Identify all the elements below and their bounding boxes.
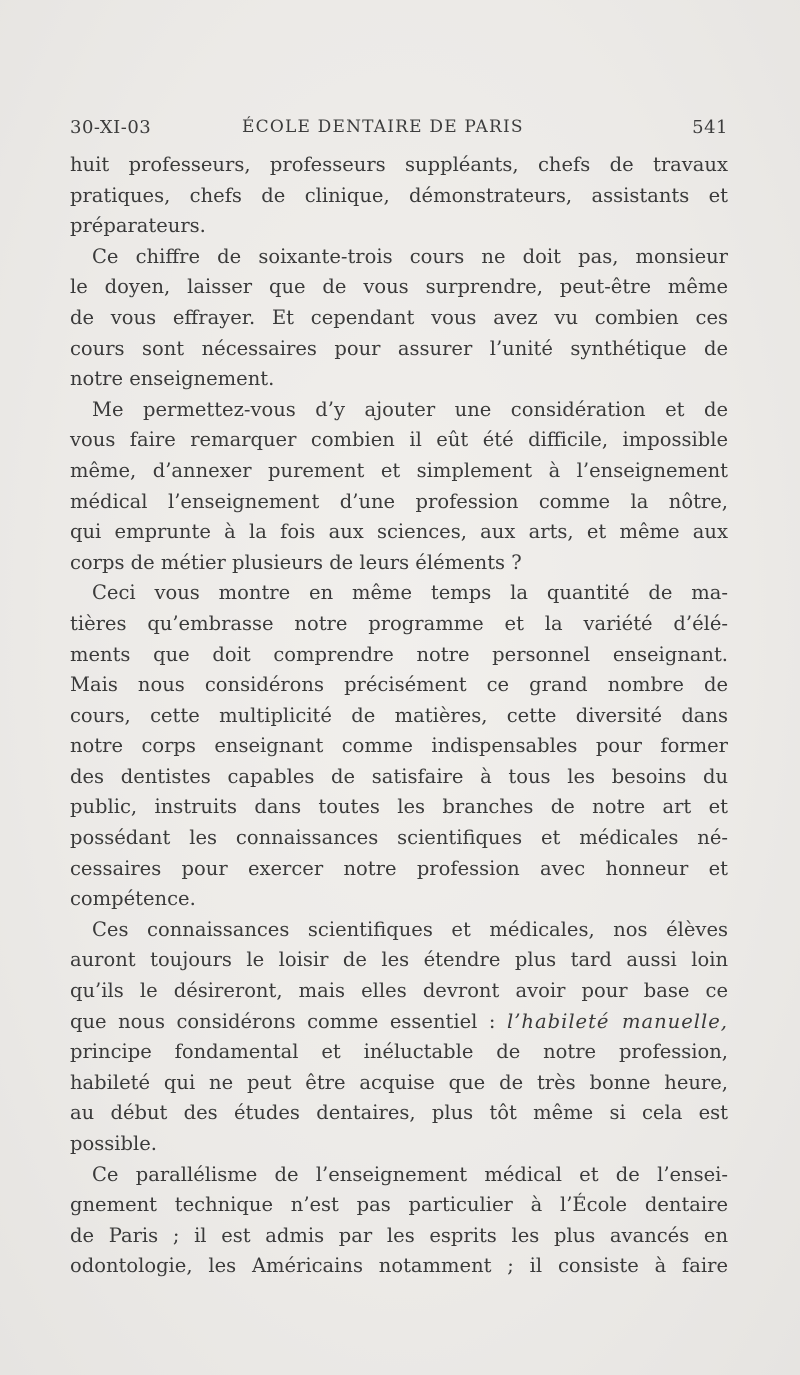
text-line: possible. (70, 1132, 157, 1155)
paragraph-1 (70, 150, 728, 242)
text-line: le doyen, laisser que de vous surprendre, peut-être même (70, 275, 728, 299)
text-line: cours sont nécessaires pour assurer l’unité synthétique de (70, 336, 728, 360)
text-line: préparateurs. (70, 214, 206, 238)
paragraph-6 (70, 1160, 728, 1282)
paragraph-2 (70, 242, 728, 395)
text-line: possédant les connaissances scientifiques et médicales né- (70, 826, 728, 850)
text-line: habileté qui ne peut être acquise que de très bonne heure, (70, 1070, 728, 1094)
text-line: Ce parallélisme de l’enseignement médical et de l’ensei- (92, 1162, 728, 1186)
text-line: de Paris ; il est admis par les esprits les plus avancés en (70, 1223, 728, 1247)
text-line: pratiques, chefs de clinique, démonstrateurs, assistants et (70, 183, 728, 207)
paragraph-5 (70, 915, 728, 1160)
text-line: qui emprunte à la fois aux sciences, aux arts, et même aux (70, 520, 728, 544)
text-line: même, d’annexer purement et simplement à l’enseignement (70, 458, 728, 482)
text-line: auront toujours le loisir de les étendre plus tard aussi loin (70, 948, 728, 972)
text-line: vous faire remarquer combien il eût été difficile, impossible (70, 428, 728, 452)
text-line: odontologie, les Américains notamment ; il consiste à faire (70, 1254, 728, 1278)
paragraph-4 (70, 578, 728, 915)
text-line: qu’ils le désireront, mais elles devront avoir pour base ce (70, 979, 728, 1003)
text-line: tières qu’embrasse notre programme et la variété d’élé- (70, 611, 728, 635)
text-line: Ces connaissances scientifiques et médicales, nos élèves (92, 917, 728, 941)
text-line: cours, cette multiplicité de matières, cette diversité dans (70, 703, 728, 727)
text-line-with-italic (70, 1007, 728, 1038)
text-line: médical l’enseignement d’une profession comme la nôtre, (70, 489, 728, 513)
text-segment: que nous considérons comme essentiel : (70, 1009, 507, 1033)
text-line: au début des études dentaires, plus tôt même si cela est (70, 1101, 728, 1125)
text-line: public, instruits dans toutes les branches de notre art et (70, 795, 728, 819)
text-line: notre corps enseignant comme indispensables pour former (70, 734, 728, 758)
paragraph-3 (70, 395, 728, 579)
text-line: compétence. (70, 887, 196, 911)
body-text (70, 150, 728, 1282)
text-line: cessaires pour exercer notre profession avec honneur et (70, 856, 728, 880)
text-line: Ceci vous montre en même temps la quantité de ma- (92, 581, 728, 605)
text-line: Me permettez-vous d’y ajouter une considération et de (92, 397, 728, 421)
text-line: notre enseignement. (70, 367, 275, 391)
text-line: gnement technique n’est pas particulier à l’École dentaire (70, 1193, 728, 1217)
header-title: ÉCOLE DENTAIRE DE PARIS (242, 117, 524, 137)
text-line: corps de métier plusieurs de leurs éléments ? (70, 550, 522, 574)
text-line: de vous effrayer. Et cependant vous avez vu combien ces (70, 305, 728, 329)
text-line: des dentistes capables de satisfaire à tous les besoins du (70, 764, 728, 788)
italic-phrase: l’habileté manuelle, (506, 1009, 728, 1033)
text-line: principe fondamental et inéluctable de notre profession, (70, 1040, 728, 1064)
running-head (70, 117, 728, 147)
text-line: huit professeurs, professeurs suppléants, chefs de travaux (70, 153, 728, 176)
header-date: 30-XI-03 (70, 117, 152, 138)
text-line: ments que doit comprendre notre personnel enseignant. (70, 642, 728, 666)
page-number: 541 (692, 117, 728, 138)
text-line: Ce chiffre de soixante-trois cours ne doit pas, monsieur (92, 244, 728, 268)
text-line: Mais nous considérons précisément ce grand nombre de (70, 673, 728, 697)
